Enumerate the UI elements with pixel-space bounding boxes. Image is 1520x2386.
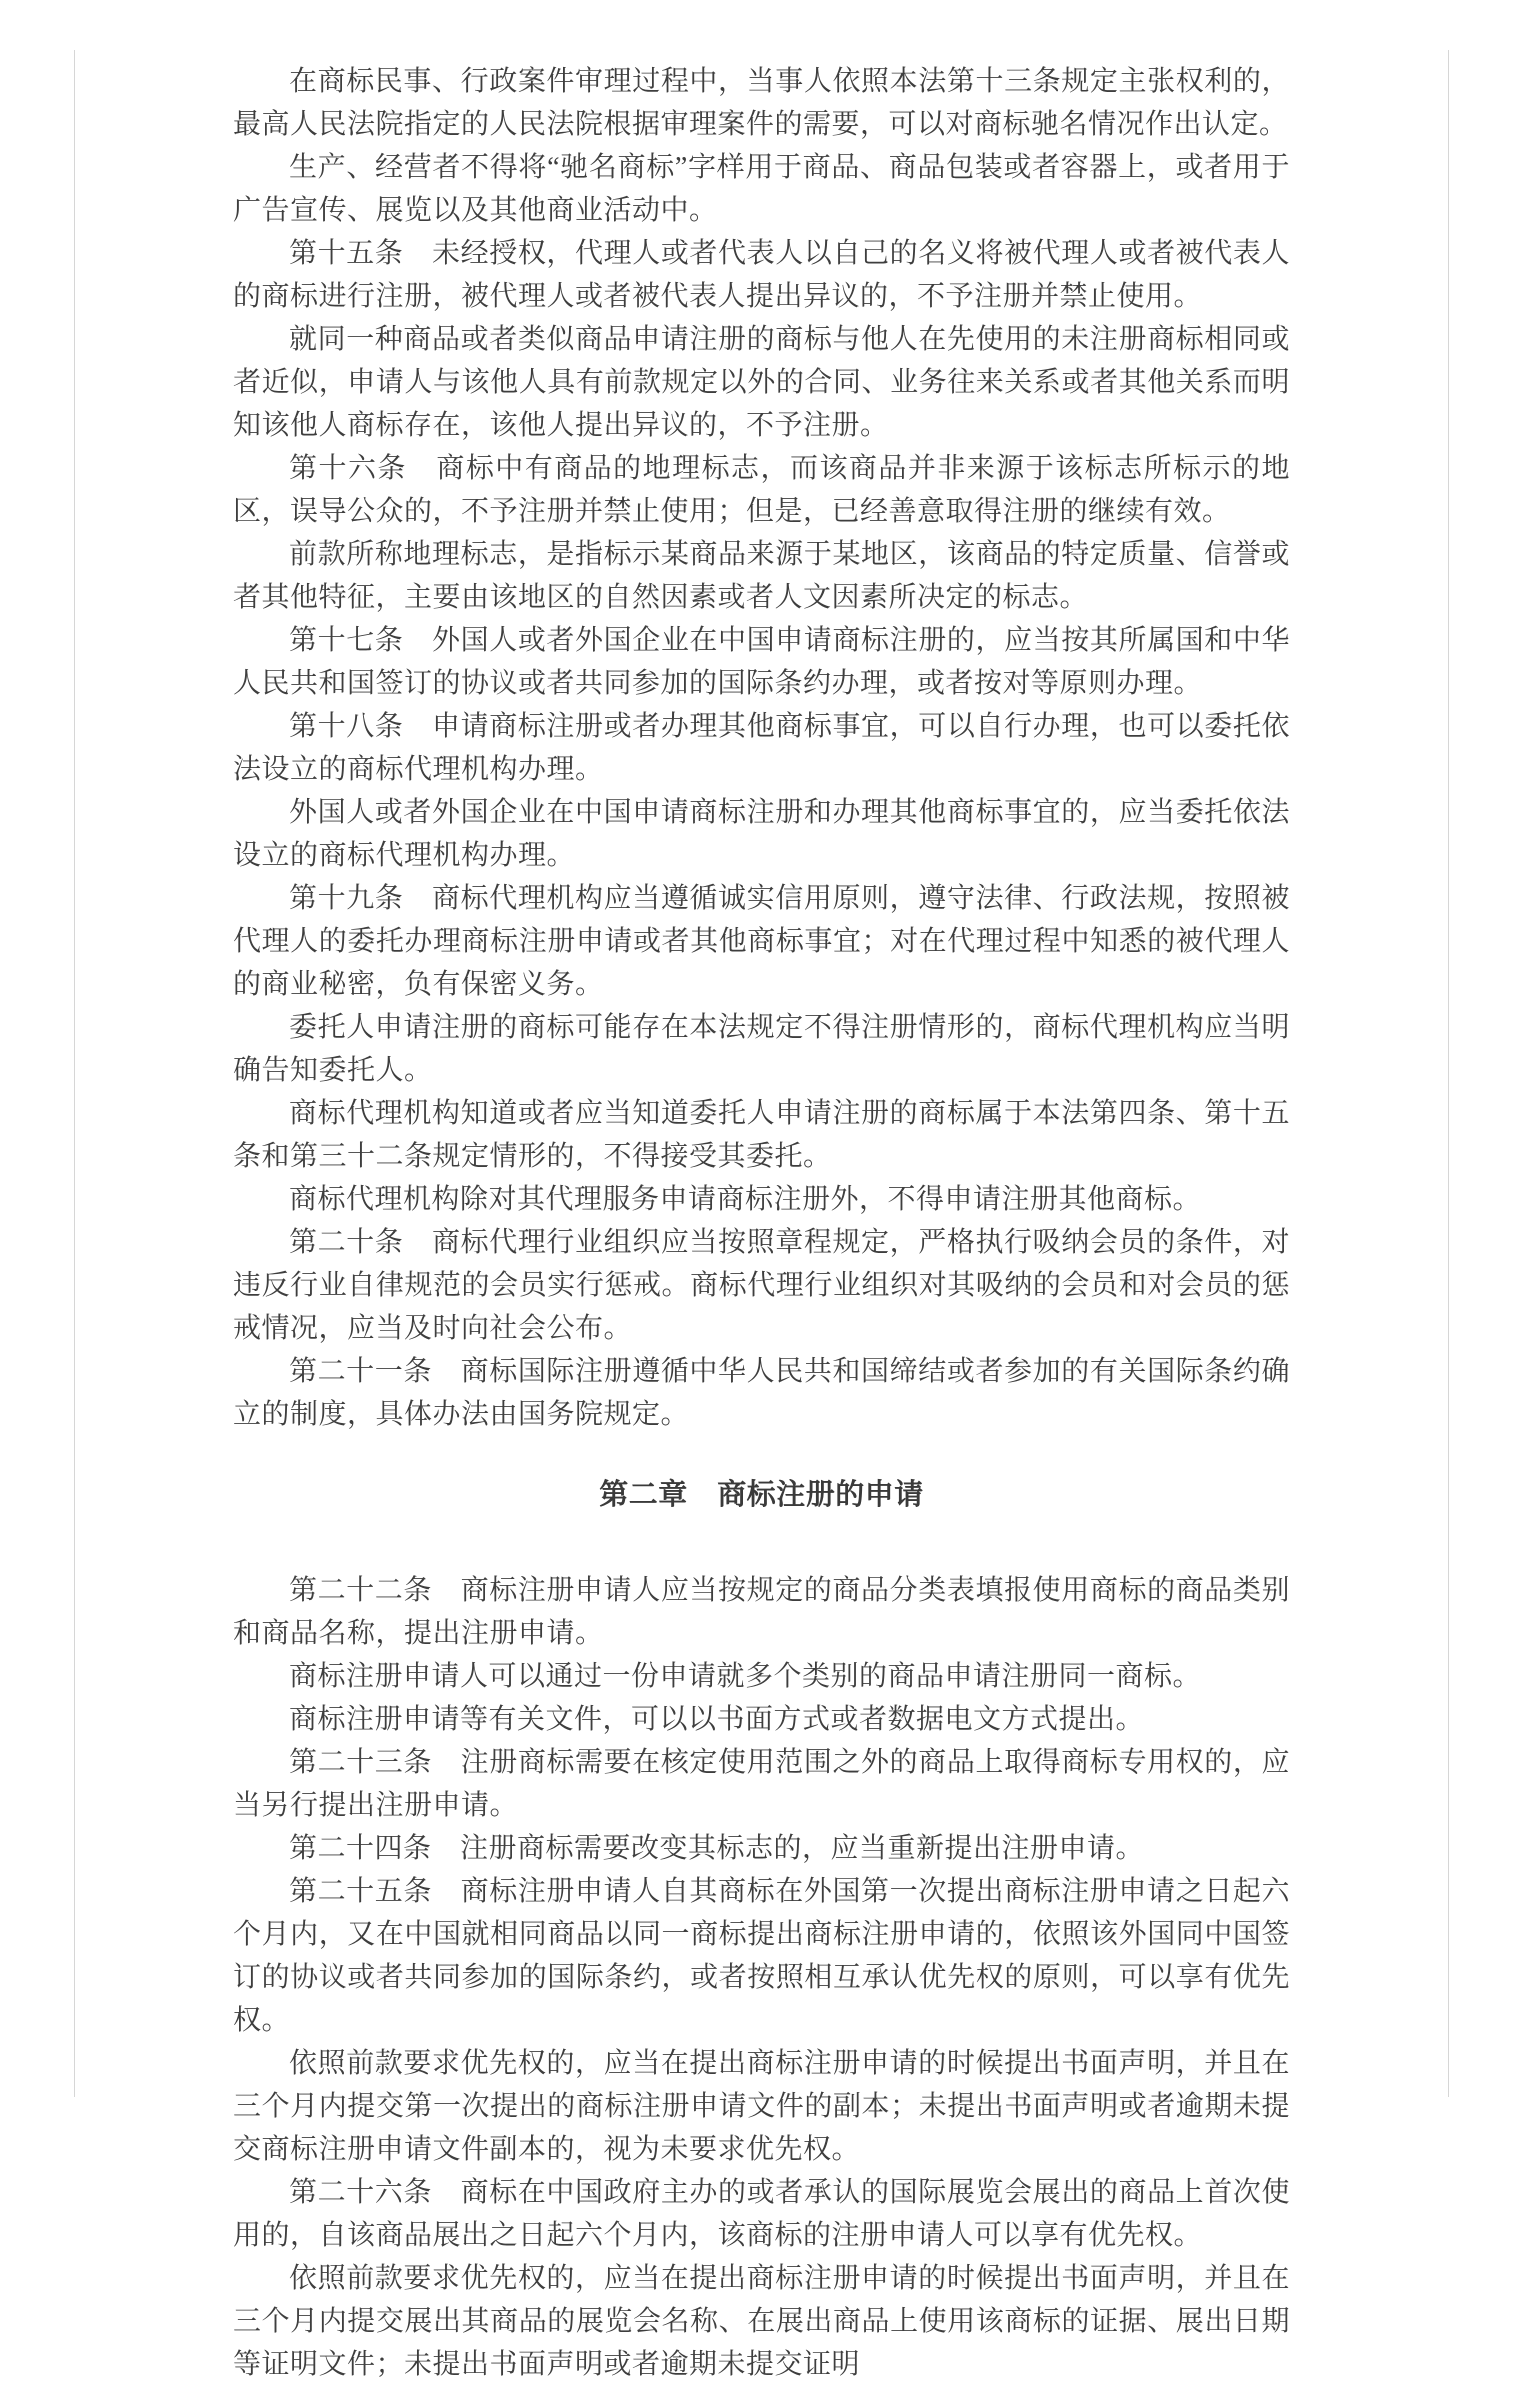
paragraph-article-19: 第十九条 商标代理机构应当遵循诚实信用原则，遵守法律、行政法规，按照被代理人的委托办理商标注册申请或者其他商标事宜；对在代理过程中知悉的被代理人的商业秘密，负有保密义务。 [233, 883, 1290, 1000]
paragraph: 依照前款要求优先权的，应当在提出商标注册申请的时候提出书面声明，并且在三个月内提交第一次提出的商标注册申请文件的副本；未提出书面声明或者逾期未提交商标注册申请文件副本的，视为未要求优先权。 [233, 2048, 1290, 2165]
paragraph-article-22: 第二十二条 商标注册申请人应当按规定的商品分类表填报使用商标的商品类别和商品名称，提出注册申请。 [233, 1575, 1290, 1649]
paragraph: 前款所称地理标志，是指标示某商品来源于某地区，该商品的特定质量、信誉或者其他特征，主要由该地区的自然因素或者人文因素所决定的标志。 [233, 539, 1290, 613]
paragraph: 依照前款要求优先权的，应当在提出商标注册申请的时候提出书面声明，并且在三个月内提交展出其商品的展览会名称、在展出商品上使用该商标的证据、展出日期等证明文件；未提出书面声明或者逾期未提交证明 [233, 2263, 1290, 2380]
paragraph: 在商标民事、行政案件审理过程中，当事人依照本法第十三条规定主张权利的，最高人民法院指定的人民法院根据审理案件的需要，可以对商标驰名情况作出认定。 [233, 66, 1290, 140]
paragraph-article-26: 第二十六条 商标在中国政府主办的或者承认的国际展览会展出的商品上首次使用的，自该商品展出之日起六个月内，该商标的注册申请人可以享有优先权。 [233, 2177, 1290, 2251]
paragraph-article-15: 第十五条 未经授权，代理人或者代表人以自己的名义将被代理人或者被代表人的商标进行注册，被代理人或者被代表人提出异议的，不予注册并禁止使用。 [233, 238, 1290, 312]
paragraph-article-25: 第二十五条 商标注册申请人自其商标在外国第一次提出商标注册申请之日起六个月内，又在中国就相同商品以同一商标提出商标注册申请的，依照该外国同中国签订的协议或者共同参加的国际条约，或者按照相互承认优先权的原则，可以享有优先权。 [233, 1876, 1290, 2036]
paragraph-article-18: 第十八条 申请商标注册或者办理其他商标事宜，可以自行办理，也可以委托依法设立的商标代理机构办理。 [233, 711, 1290, 785]
paragraph-article-24: 第二十四条 注册商标需要改变其标志的，应当重新提出注册申请。 [289, 1833, 1145, 1864]
paragraph: 商标注册申请人可以通过一份申请就多个类别的商品申请注册同一商标。 [289, 1661, 1202, 1692]
paragraph-article-23: 第二十三条 注册商标需要在核定使用范围之外的商品上取得商标专用权的，应当另行提出注册申请。 [233, 1747, 1290, 1821]
paragraph: 商标注册申请等有关文件，可以以书面方式或者数据电文方式提出。 [289, 1704, 1145, 1735]
paragraph: 委托人申请注册的商标可能存在本法规定不得注册情形的，商标代理机构应当明确告知委托人。 [233, 1012, 1290, 1086]
chapter-heading: 第二章 商标注册的申请 [599, 1479, 924, 1511]
paragraph-article-21: 第二十一条 商标国际注册遵循中华人民共和国缔结或者参加的有关国际条约确立的制度，具体办法由国务院规定。 [233, 1356, 1290, 1430]
document-page [74, 50, 1449, 2380]
paragraph: 商标代理机构知道或者应当知道委托人申请注册的商标属于本法第四条、第十五条和第三十二条规定情形的，不得接受其委托。 [233, 1098, 1290, 1172]
paragraph: 生产、经营者不得将“驰名商标”字样用于商品、商品包装或者容器上，或者用于广告宣传、展览以及其他商业活动中。 [233, 152, 1290, 226]
paragraph-article-16: 第十六条 商标中有商品的地理标志，而该商品并非来源于该标志所标示的地区，误导公众的，不予注册并禁止使用；但是，已经善意取得注册的继续有效。 [233, 453, 1290, 527]
paragraph: 就同一种商品或者类似商品申请注册的商标与他人在先使用的未注册商标相同或者近似，申请人与该他人具有前款规定以外的合同、业务往来关系或者其他关系而明知该他人商标存在，该他人提出异议的，不予注册。 [233, 324, 1290, 441]
paragraph: 外国人或者外国企业在中国申请商标注册和办理其他商标事宜的，应当委托依法设立的商标代理机构办理。 [233, 797, 1290, 871]
paragraph-article-20: 第二十条 商标代理行业组织应当按照章程规定，严格执行吸纳会员的条件，对违反行业自律规范的会员实行惩戒。商标代理行业组织对其吸纳的会员和对会员的惩戒情况，应当及时向社会公布。 [233, 1227, 1290, 1344]
paragraph: 商标代理机构除对其代理服务申请商标注册外，不得申请注册其他商标。 [289, 1184, 1202, 1215]
paragraph-article-17: 第十七条 外国人或者外国企业在中国申请商标注册的，应当按其所属国和中华人民共和国签订的协议或者共同参加的国际条约办理，或者按对等原则办理。 [233, 625, 1290, 699]
